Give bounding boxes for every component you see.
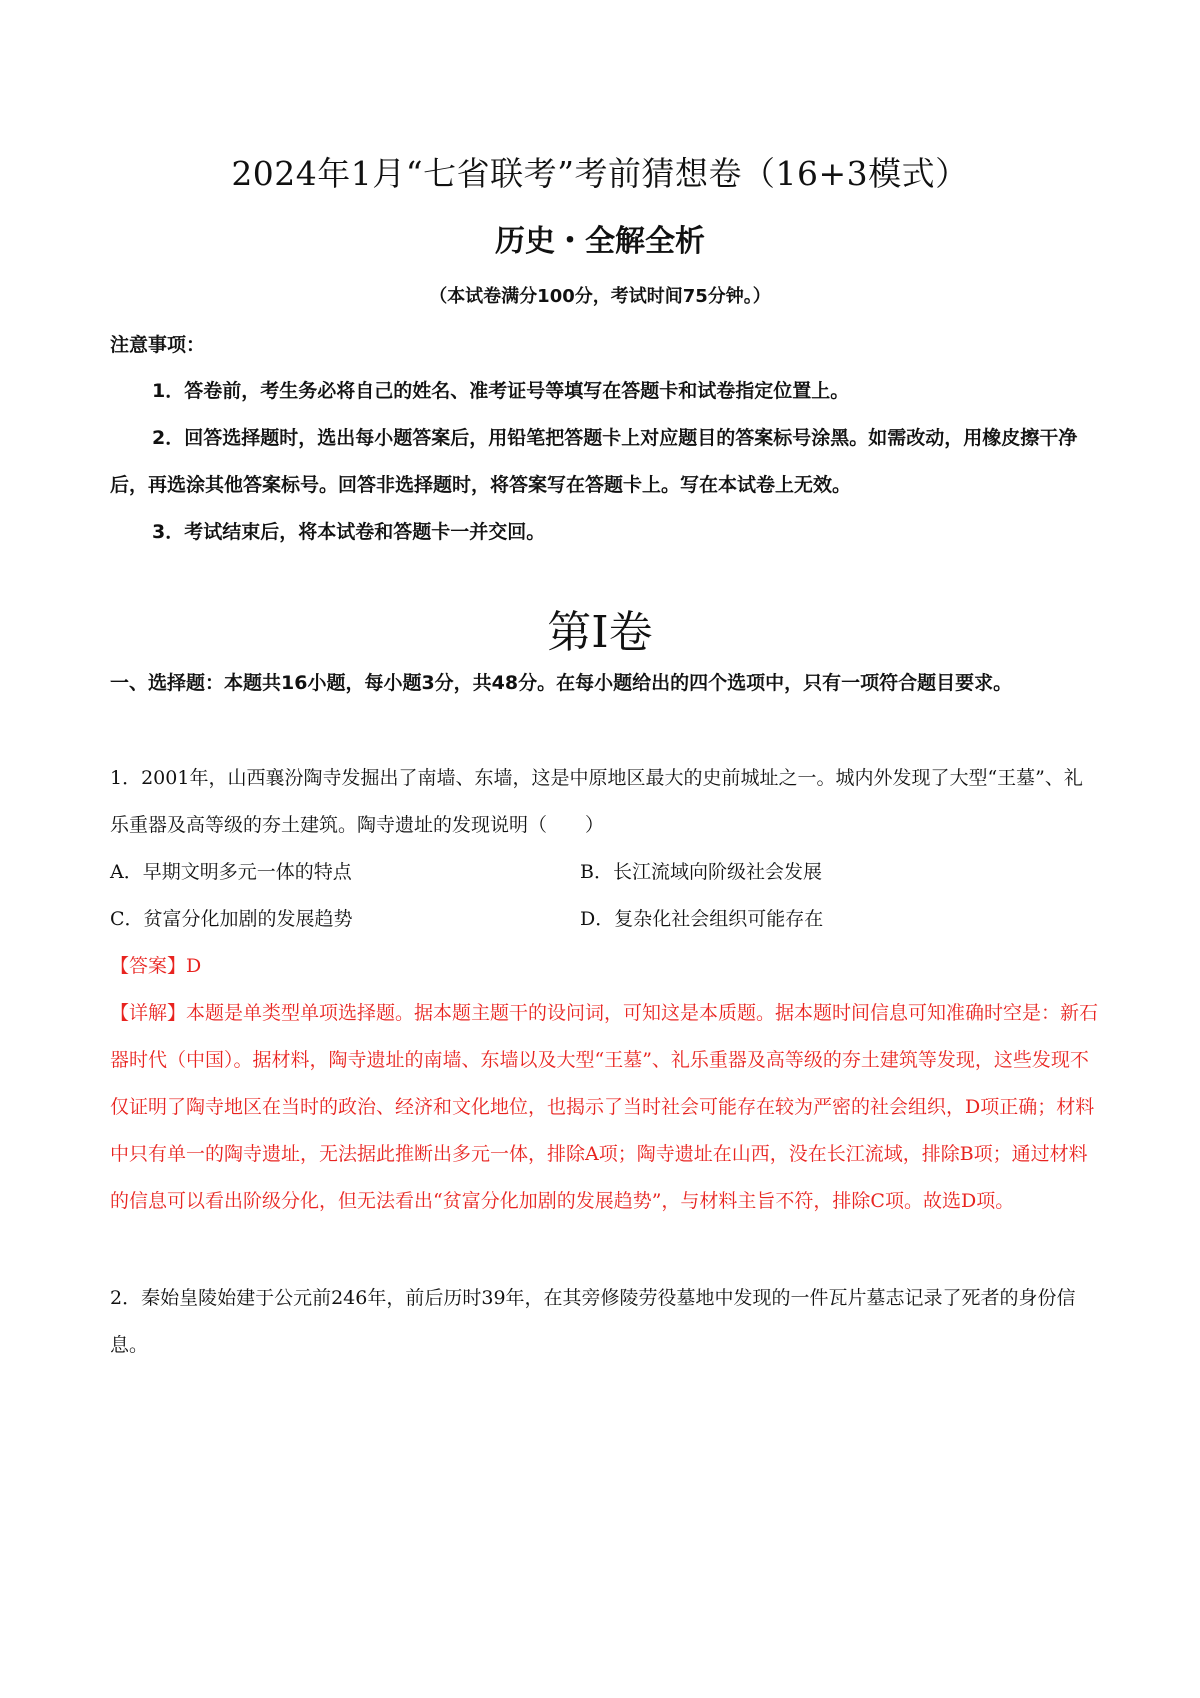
note-item: 2．回答选择题时，选出每小题答案后，用铅笔把答题卡上对应题目的答案标号涂黑。如需改动，用橡皮擦干净后，再选涂其他答案标号。回答非选择题时，将答案写在答题卡上。写在本试卷上无效。	[110, 427, 1078, 496]
question-1-options	[110, 849, 1100, 943]
note-item: 1．答卷前，考生务必将自己的姓名、准考证号等填写在答题卡和试卷指定位置上。	[152, 380, 850, 402]
exam-title: 2024年1月“七省联考”考前猜想卷（16+3模式）	[231, 154, 969, 193]
question-1-stem: 1．2001年，山西襄汾陶寺发掘出了南墙、东墙，这是中原地区最大的史前城址之一。城内外发现了大型“王墓”、礼乐重器及高等级的夯土建筑。陶寺遗址的发现说明（ ）	[110, 767, 1083, 836]
notes-heading: 注意事项：	[110, 334, 206, 356]
full-score-note: （本试卷满分100分，考试时间75分钟。）	[429, 286, 771, 307]
option-d: D．复杂化社会组织可能存在	[580, 908, 824, 930]
exam-subtitle: 历史・全解全析	[495, 224, 705, 259]
question-2	[110, 1275, 1100, 1369]
option-b: B．长江流域向阶级社会发展	[580, 861, 822, 883]
question-1	[110, 755, 1100, 1225]
option-a: A．早期文明多元一体的特点	[110, 861, 352, 883]
section-heading: 一、选择题：本题共16小题，每小题3分，共48分。在每小题给出的四个选项中，只有一项符合题目要求。	[110, 672, 1013, 694]
volume-heading: 第Ⅰ卷	[547, 607, 653, 658]
question-2-stem: 2．秦始皇陵始建于公元前246年，前后历时39年，在其旁修陵劳役墓地中发现的一件瓦片墓志记录了死者的身份信息。	[110, 1287, 1076, 1356]
explanation-text: 【详解】本题是单类型单项选择题。据本题主题干的设问词，可知这是本质题。据本题时间信息可知准确时空是：新石器时代（中国）。据材料，陶寺遗址的南墙、东墙以及大型“王墓”、礼乐重器及高等级的夯土建筑等发现，这些发现不仅证明了陶寺地区在当时的政治、经济和文化地位，也揭示了当时社会可能存在较为严密的社会组织，D项正确；材料中只有单一的陶寺遗址，无法据此推断出多元一体，排除A项；陶寺遗址在山西，没在长江流域，排除B项；通过材料的信息可以看出阶级分化，但无法看出“贫富分化加剧的发展趋势”，与材料主旨不符，排除C项。故选D项。	[110, 1002, 1099, 1212]
option-c: C．贫富分化加剧的发展趋势	[110, 908, 353, 930]
answer-line: 【答案】D	[110, 955, 202, 977]
notes-list	[110, 368, 1100, 556]
note-item: 3．考试结束后，将本试卷和答题卡一并交回。	[152, 521, 546, 543]
